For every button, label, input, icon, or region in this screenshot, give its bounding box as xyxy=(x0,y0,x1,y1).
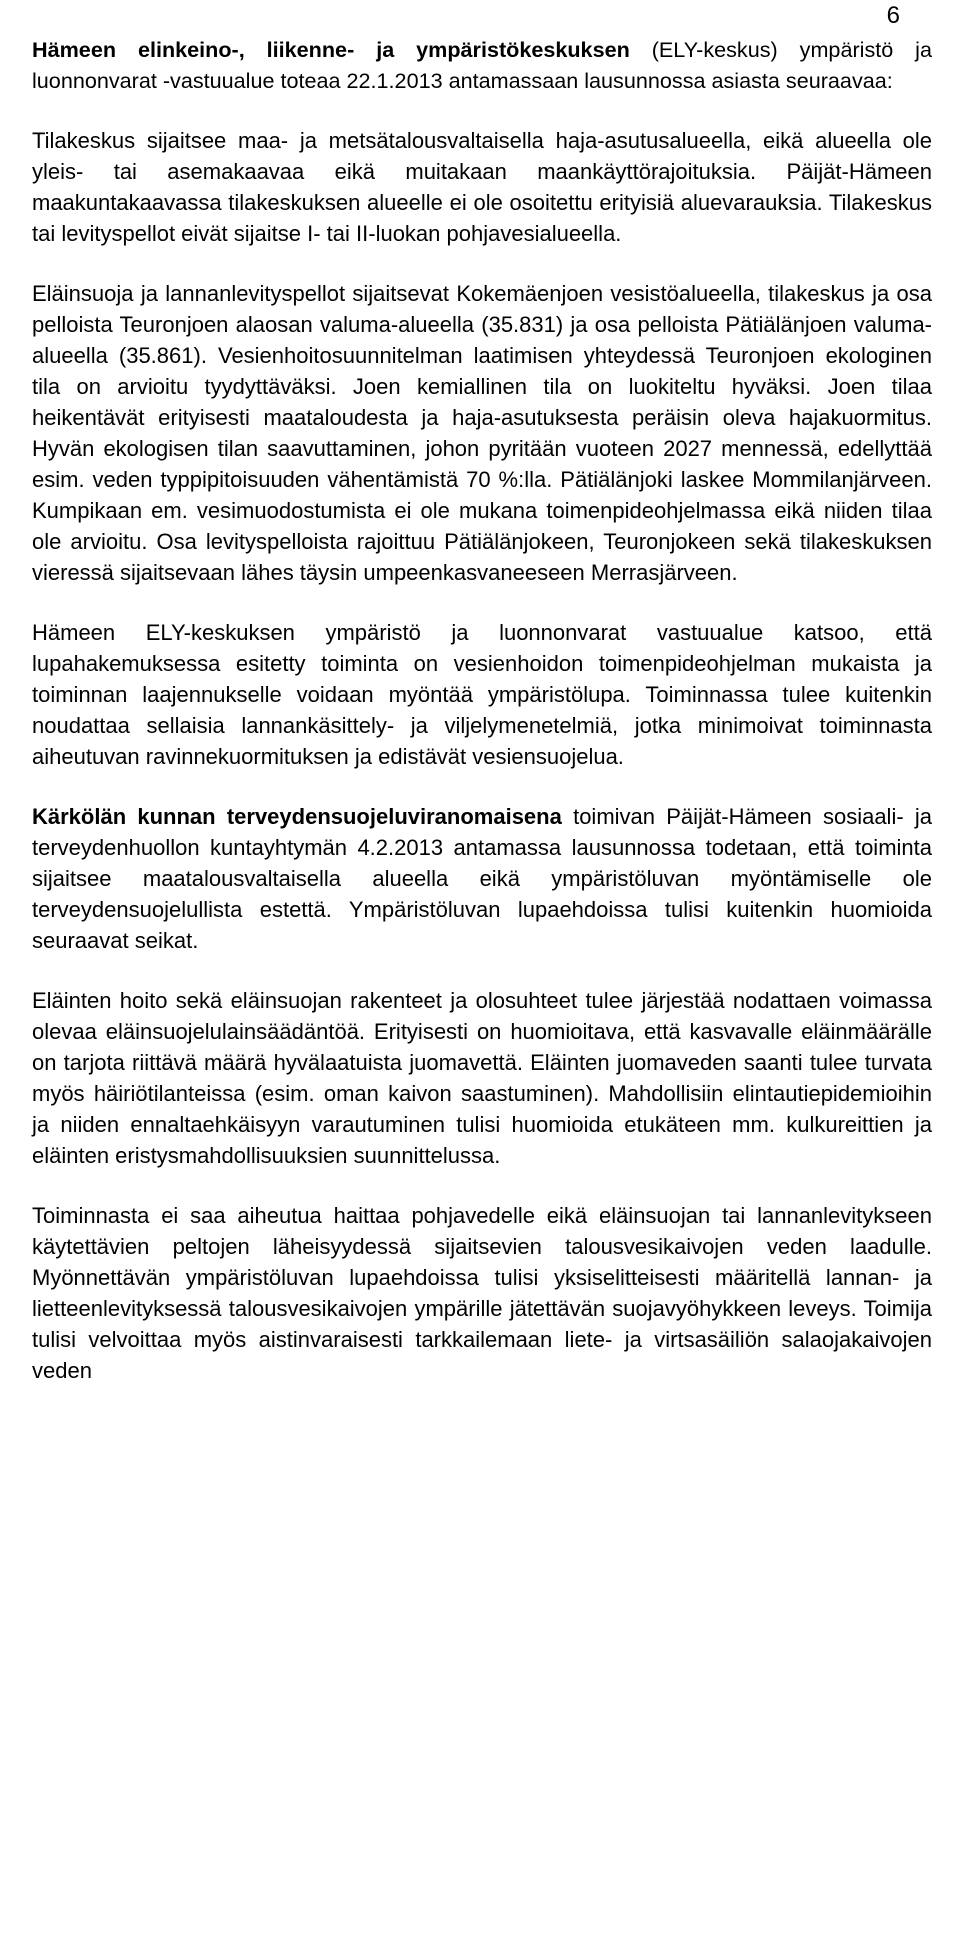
paragraph-text: Hämeen ELY-keskuksen ympäristö ja luonnonvarat vastuualue katsoo, että lupahakemuksessa esitetty toiminta on vesienhoidon toimenpideohjelman mukaista ja toiminnan laajennukselle voidaan myöntää ympäristölupa. Toiminnassa tulee kuitenkin noudattaa sellaisia lannankäsittely- ja viljelymenetelmiä, jotka minimoivat toiminnasta aiheutuvan ravinnekuormituksen ja edistävät vesiensuojelua. xyxy=(32,620,932,769)
paragraph-watershed xyxy=(32,278,932,588)
paragraph-animal-care xyxy=(32,985,932,1171)
page-number: 6 xyxy=(886,2,900,29)
health-authority-bold: Kärkölän kunnan terveydensuojeluviranomaisena xyxy=(32,804,562,829)
paragraph-ely-conclusion xyxy=(32,617,932,772)
paragraph-location xyxy=(32,125,932,249)
document-body xyxy=(32,34,932,1415)
paragraph-text: (ELY-keskus) ympäristö ja luonnonvarat -vastuualue toteaa 22.1.2013 antamassaan lausunnossa asiasta seuraavaa: xyxy=(32,37,932,93)
paragraph-text: Eläinsuoja ja lannanlevityspellot sijaitsevat Kokemäenjoen vesistöalueella, tilakeskus ja osa pelloista Teuronjoen alaosan valuma-alueella (35.831) ja osa pelloista Pätiälänjoen valuma-alueella (35.861). Vesienhoitosuunnitelman laatimisen yhteydessä Teuronjoen ekologinen tila on arvioitu tyydyttäväksi. Joen kemiallinen tila on luokiteltu hyväksi. Joen tilaa heikentävät erityisesti maataloudesta ja haja-asutuksesta peräisin oleva hajakuormitus. Hyvän ekologisen tilan saavuttaminen, johon pyritään vuoteen 2027 mennessä, edellyttää esim. veden typpipitoisuuden vähentämistä 70 %:lla. Pätiälänjoki laskee Mommilanjärveen. Kumpikaan em. vesimuodostumista ei ole mukana toimenpideohjelmassa eikä niiden tilaa ole arvioitu. Osa levityspelloista rajoittuu Pätiälänjokeen, Teuronjokeen sekä tilakeskuksen vieressä sijaitsevaan lähes täysin umpeenkasvaneeseen Merrasjärveen. xyxy=(32,281,932,585)
paragraph-ely-statement xyxy=(32,34,932,96)
paragraph-text: Eläinten hoito sekä eläinsuojan rakenteet ja olosuhteet tulee järjestää nodattaen voimassa olevaa eläinsuojelulainsäädäntöä. Erityisesti on huomioitava, että kasvavalle eläinmäärälle on tarjota riittävä määrä hyvälaatuista juomavettä. Eläinten juomaveden saanti tulee turvata myös häiriötilanteissa (esim. oman kaivon saastuminen). Mahdollisiin elintautiepidemioihin ja niiden ennaltaehkäisyyn varautuminen tulisi huomioida etukäteen mm. kulkureittien ja eläinten eristysmahdollisuuksien suunnittelussa. xyxy=(32,988,932,1168)
paragraph-text: Toiminnasta ei saa aiheutua haittaa pohjavedelle eikä eläinsuojan tai lannanlevitykseen käytettävien peltojen läheisyydessä sijaitsevien talousvesikaivojen veden laadulle. Myönnettävän ympäristöluvan lupaehdoissa tulisi yksiselitteisesti määritellä lannan- ja lietteenlevityksessä talousvesikaivojen ympärille jätettävän suojavyöhykkeen leveys. Toimija tulisi velvoittaa myös aistinvaraisesti tarkkailemaan liete- ja virtsasäiliön salaojakaivojen veden xyxy=(32,1203,932,1383)
ely-heading-bold: Hämeen elinkeino-, liikenne- ja ympäristökeskuksen xyxy=(32,37,630,62)
paragraph-text: Tilakeskus sijaitsee maa- ja metsätalousvaltaisella haja-asutusalueella, eikä alueella ole yleis- tai asemakaavaa eikä muitakaan maankäyttörajoituksia. Päijät-Hämeen maakuntakaavassa tilakeskuksen alueelle ei ole osoitettu erityisiä aluevarauksia. Tilakeskus tai levityspellot eivät sijaitse I- tai II-luokan pohjavesialueella. xyxy=(32,128,932,246)
paragraph-text: toimivan Päijät-Hämeen sosiaali- ja terveydenhuollon kuntayhtymän 4.2.2013 antamassa lausunnossa todetaan, että toiminta sijaitsee maatalousvaltaisella alueella eikä ympäristöluvan myöntämiselle ole terveydensuojelullista estettä. Ympäristöluvan lupaehdoissa tulisi kuitenkin huomioida seuraavat seikat. xyxy=(32,804,933,953)
paragraph-groundwater xyxy=(32,1200,932,1386)
paragraph-health-authority xyxy=(32,801,932,956)
